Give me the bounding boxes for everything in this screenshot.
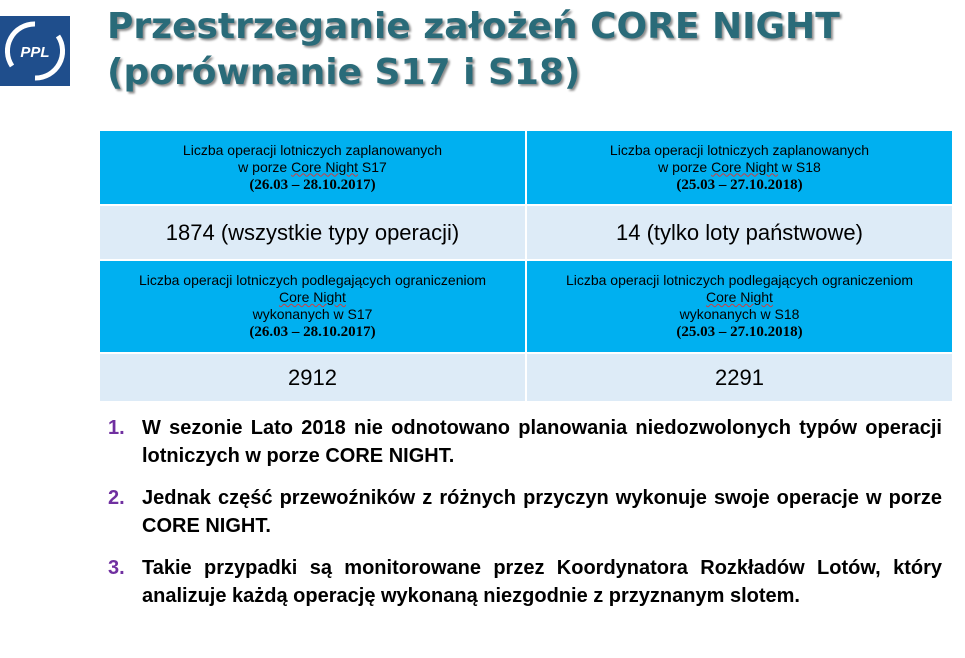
season-dates: (26.03 – 28.10.2017): [249, 176, 376, 193]
header-text: w porze: [658, 158, 712, 175]
planned-s18-value: 14 (tylko loty państwowe): [526, 205, 953, 260]
restricted-s18-header: [526, 260, 953, 353]
planned-s17-header: [99, 130, 526, 205]
planned-header-row: [99, 130, 953, 205]
planned-values-row: [99, 205, 953, 260]
findings-list: [108, 414, 942, 624]
item-number: 3.: [108, 557, 125, 579]
restricted-s18-value: 2291: [526, 353, 953, 402]
core-night-term: Core Night: [706, 289, 773, 305]
restricted-s17-value: 2912: [99, 353, 526, 402]
item-number: 1.: [108, 417, 125, 439]
item-text: W sezonie Lato 2018 nie odnotowano planowania niedozwolonych typów operacji lotniczych w porze CORE NIGHT.: [142, 417, 942, 467]
comparison-table: [98, 129, 954, 403]
list-item: [108, 414, 942, 470]
header-text: Liczba operacji lotniczych zaplanowanych: [182, 141, 443, 158]
restricted-header-row: [99, 260, 953, 353]
title-line-2: (porównanie S17 i S18): [107, 52, 581, 93]
header-text: S17: [358, 158, 387, 175]
header-text: w porze: [238, 158, 292, 175]
item-text: Takie przypadki są monitorowane przez Koordynatora Rozkładów Lotów, który analizuje każdą operację wykonaną niezgodnie z przyznanym slotem.: [142, 557, 942, 607]
page-title: [107, 4, 937, 96]
ppl-logo: [0, 16, 70, 86]
season-dates: (25.03 – 27.10.2018): [676, 176, 803, 193]
list-item: [108, 554, 942, 610]
season-dates: (25.03 – 27.10.2018): [676, 324, 803, 340]
list-item: [108, 484, 942, 540]
item-number: 2.: [108, 487, 125, 509]
header-text: Liczba operacji lotniczych podlegających ograniczeniom: [138, 272, 487, 288]
title-line-1: Przestrzeganie założeń CORE NIGHT: [107, 6, 840, 47]
item-text: Jednak część przewoźników z różnych przyczyn wykonuje swoje operacje w porze CORE NIGHT.: [142, 487, 942, 537]
planned-s18-header: [526, 130, 953, 205]
planned-s17-value: 1874 (wszystkie typy operacji): [99, 205, 526, 260]
season-dates: (26.03 – 28.10.2017): [249, 324, 376, 340]
header-text: wykonanych w S18: [679, 306, 800, 322]
header-text: wykonanych w S17: [252, 306, 373, 322]
ppl-logo-text: PPL: [20, 44, 50, 61]
restricted-s17-header: [99, 260, 526, 353]
header-text: w S18: [778, 158, 821, 175]
core-night-term: Core Night: [279, 289, 346, 305]
header-text: Liczba operacji lotniczych zaplanowanych: [609, 141, 870, 158]
core-night-term: Core Night: [711, 158, 779, 175]
header-text: Liczba operacji lotniczych podlegających ograniczeniom: [565, 272, 914, 288]
restricted-values-row: [99, 353, 953, 402]
core-night-term: Core Night: [291, 158, 359, 175]
